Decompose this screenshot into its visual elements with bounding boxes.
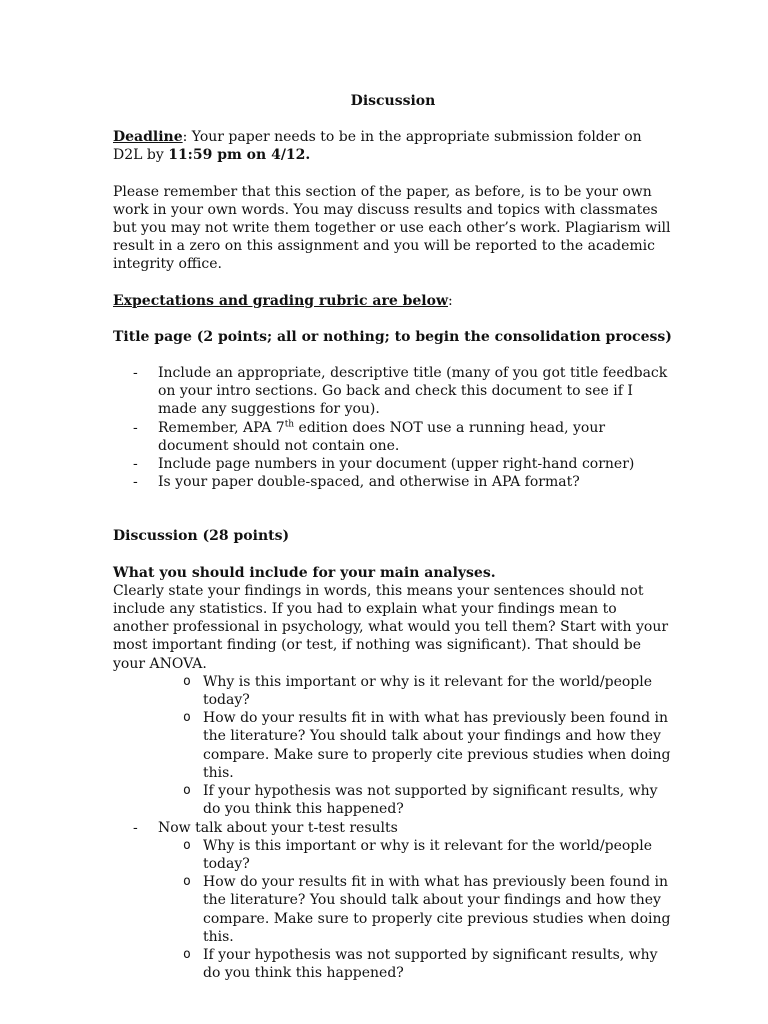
discussion-heading: Discussion (28 points) — [113, 528, 290, 545]
list-item — [113, 673, 673, 709]
dash-marker: - — [133, 456, 138, 473]
list-item — [113, 455, 673, 473]
integrity-paragraph: Please remember that this section of the paper, as before, is to be your own work in your own words. You may discuss results and topics with classmates but you may not write them together or use each other’s work. Plagiarism will result in a zero on this assignment and you will be reported to the academic integrity office. — [113, 183, 671, 273]
dash-marker: - — [133, 819, 138, 836]
ttest-list — [113, 819, 673, 837]
bullet-marker: o — [183, 783, 191, 799]
deadline-label: Deadline — [113, 129, 183, 146]
title-page-heading: Title page (2 points; all or nothing; to begin the consolidation process) — [113, 328, 672, 345]
anova-sublist — [113, 673, 673, 819]
title-page-item-1: Include an appropriate, descriptive title (many of you got title feedback on your intro sections. Go back and check this document to see if I made any suggestions for you). — [158, 365, 668, 418]
list-item — [113, 873, 673, 946]
anova-item-3: If your hypothesis was not supported by significant results, why do you think this happened? — [203, 783, 658, 818]
bullet-marker: o — [183, 946, 191, 962]
bullet-marker: o — [183, 874, 191, 890]
dash-marker: - — [133, 474, 138, 491]
expectations-heading — [113, 292, 673, 310]
ttest-item-2: How do your results fit in with what has previously been found in the literature? You should talk about your findings and how they compare. Make sure to properly cite previous studies when doing this. — [203, 874, 671, 945]
deadline-due: 11:59 pm on 4/12. — [168, 147, 311, 164]
bullet-marker: o — [183, 673, 191, 689]
title-page-item-2-post: edition does NOT use a running head, your document should not contain one. — [158, 419, 606, 454]
main-analyses-heading: What you should include for your main analyses. — [113, 564, 496, 581]
title-page-item-2-sup: th — [284, 418, 295, 429]
anova-item-1: Why is this important or why is it relevant for the world/people today? — [203, 673, 653, 709]
list-item — [113, 473, 673, 491]
list-item — [113, 782, 673, 818]
ttest-item-1: Why is this important or why is it relevant for the world/people today? — [203, 837, 653, 872]
title-page-item-3: Include page numbers in your document (upper right-hand corner) — [158, 456, 635, 473]
document-page — [113, 92, 673, 982]
list-item — [113, 837, 673, 873]
ttest-item-3: If your hypothesis was not supported by significant results, why do you think this happened? — [203, 946, 658, 982]
expectations-colon: : — [448, 292, 453, 309]
title-page-list — [113, 364, 673, 491]
main-analyses-paragraph: Clearly state your findings in words, this means your sentences should not include any statistics. If you had to explain what your findings mean to another professional in psychology, what would you tell them? Start with your most important finding (or test, if nothing was significant). That should be your ANOVA. — [113, 582, 669, 672]
document-title: Discussion — [350, 93, 436, 109]
ttest-intro: Now talk about your t-test results — [158, 819, 398, 836]
bullet-marker: o — [183, 837, 191, 853]
deadline-paragraph — [113, 128, 673, 164]
dash-marker: - — [133, 365, 138, 382]
title-page-item-4: Is your paper double-spaced, and otherwise in APA format? — [158, 474, 580, 491]
anova-item-2: How do your results fit in with what has previously been found in the literature? You should talk about your findings and how they compare. Make sure to properly cite previous studies when doing this. — [203, 710, 671, 781]
list-item — [113, 946, 673, 982]
expectations-heading-text: Expectations and grading rubric are below — [113, 292, 449, 309]
bullet-marker: o — [183, 710, 191, 726]
deadline-text: : Your paper needs to be in the appropriate submission folder on D2L by — [113, 129, 642, 164]
list-item — [113, 364, 673, 419]
title-page-item-2-pre: Remember, APA 7 — [158, 419, 285, 436]
list-item — [113, 819, 673, 837]
ttest-sublist — [113, 837, 673, 983]
list-item — [113, 709, 673, 782]
list-item — [113, 419, 673, 455]
dash-marker: - — [133, 419, 138, 436]
